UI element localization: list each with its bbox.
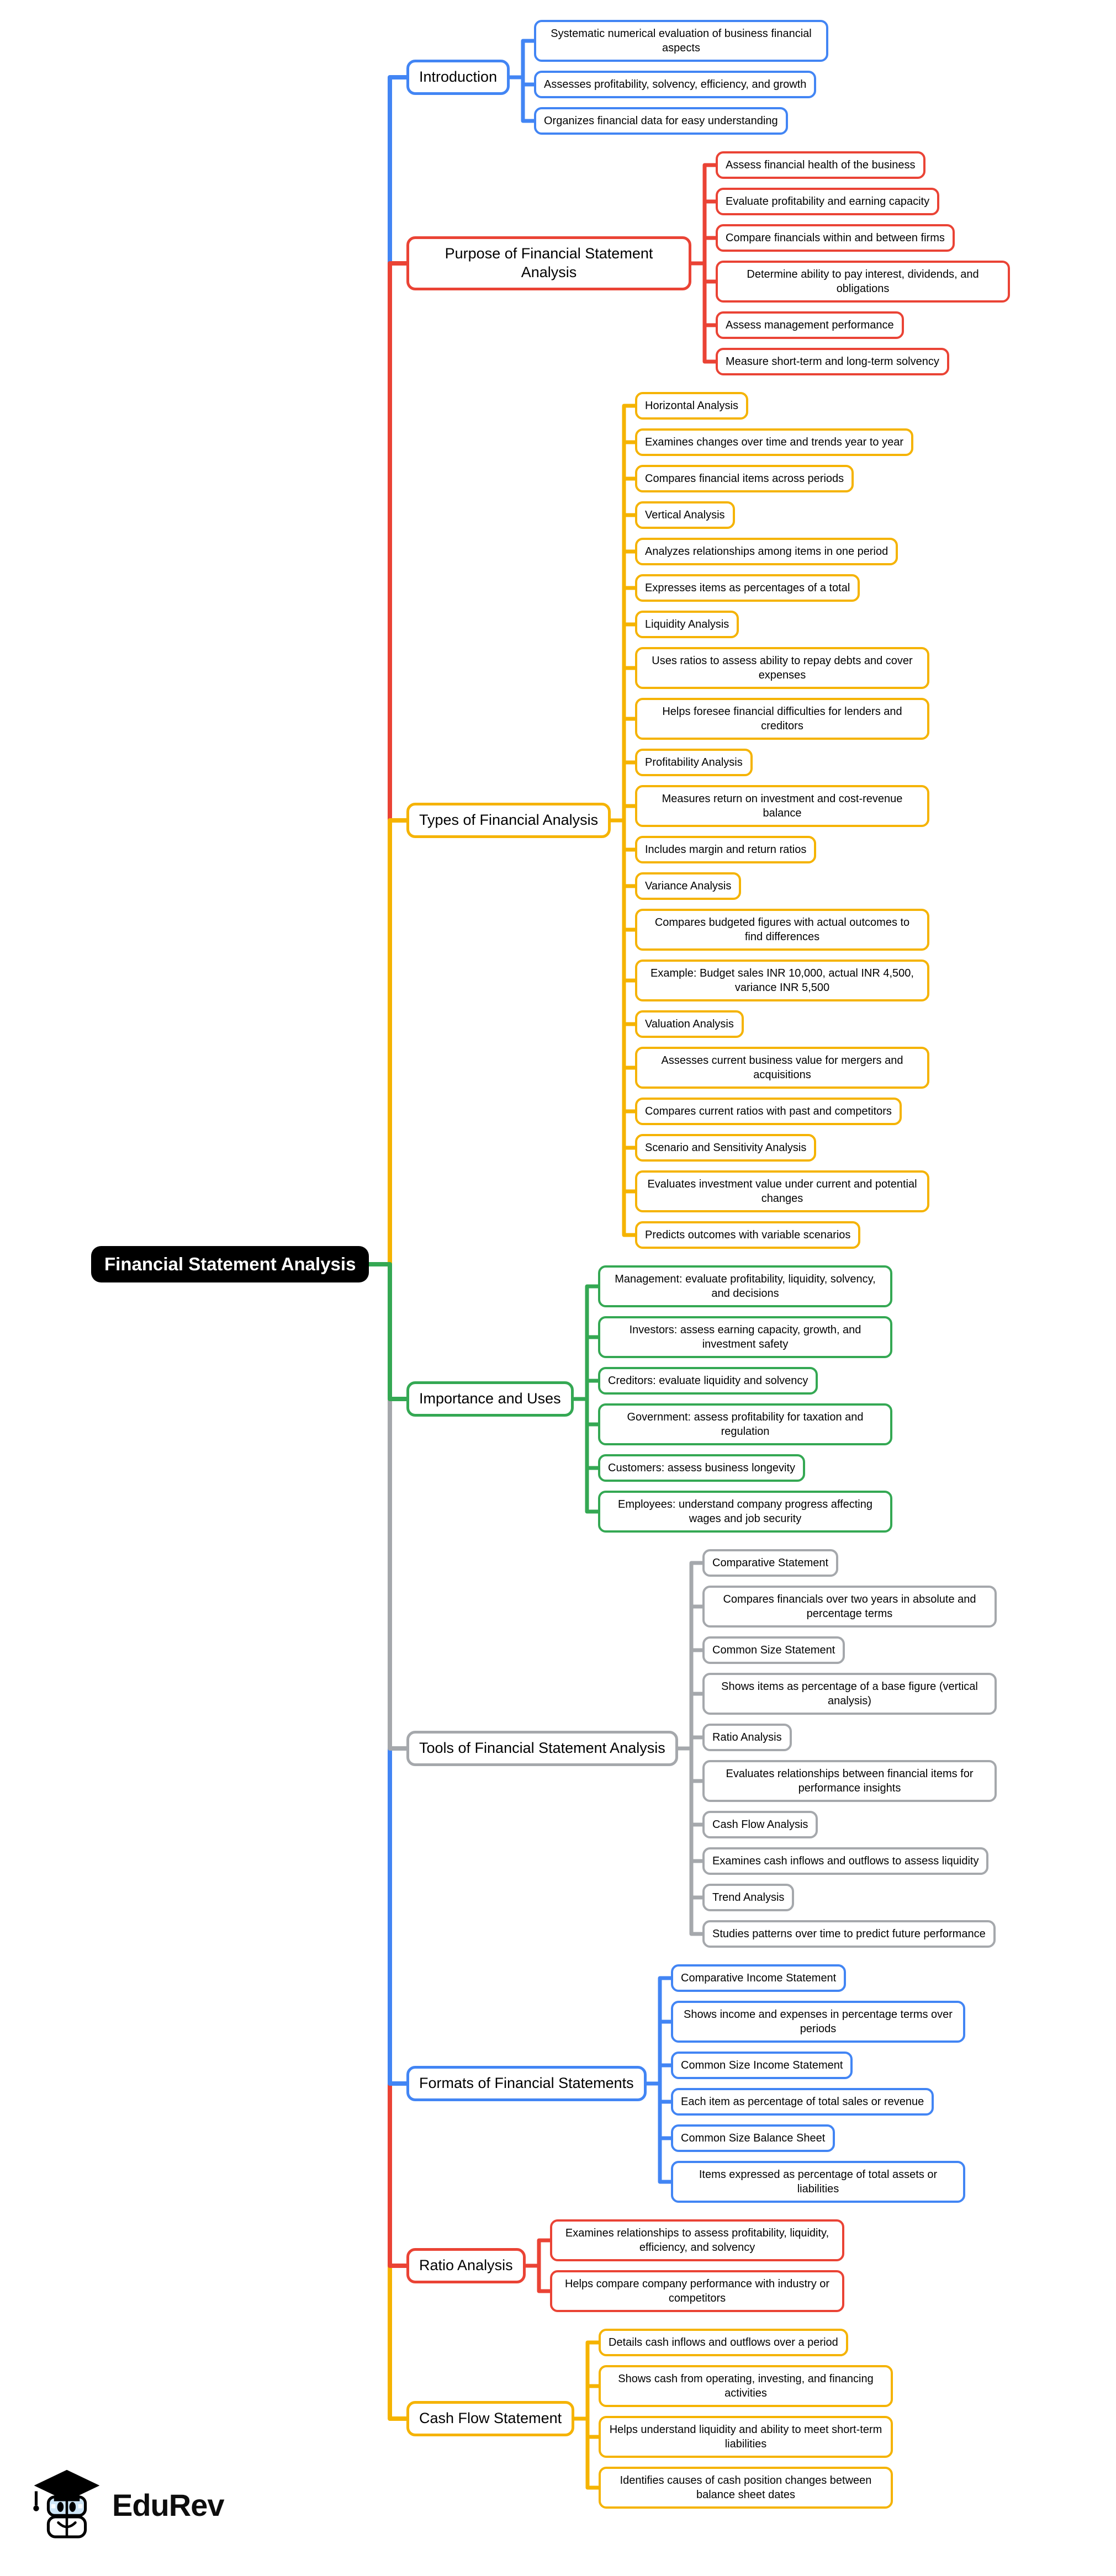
leaf-node[interactable]: Systematic numerical evaluation of business financial aspects (534, 20, 828, 62)
graduation-cap-books-icon (30, 2466, 103, 2544)
edurev-logo (30, 2466, 224, 2544)
branch-label[interactable]: Purpose of Financial Statement Analysis (406, 236, 691, 290)
leaf-node[interactable]: Assess management performance (716, 311, 904, 339)
leaf-node[interactable]: Predicts outcomes with variable scenarios (635, 1221, 860, 1249)
leaf-node[interactable]: Helps compare company performance with industry or competitors (550, 2270, 844, 2312)
leaf-node[interactable]: Assess financial health of the business (716, 151, 925, 179)
leaf-node[interactable]: Ratio Analysis (702, 1724, 792, 1751)
branch-label[interactable]: Importance and Uses (406, 1381, 574, 1417)
leaf-node[interactable]: Example: Budget sales INR 10,000, actual INR 4,500, variance INR 5,500 (635, 960, 929, 1001)
branch-label[interactable]: Ratio Analysis (406, 2248, 526, 2283)
leaf-node[interactable]: Assesses profitability, solvency, efficiency, and growth (534, 71, 816, 98)
leaf-node[interactable]: Variance Analysis (635, 872, 741, 900)
branch-label[interactable]: Types of Financial Analysis (406, 803, 611, 838)
leaf-node[interactable]: Horizontal Analysis (635, 392, 748, 420)
leaf-node[interactable]: Measures return on investment and cost-revenue balance (635, 785, 929, 827)
leaf-node[interactable]: Vertical Analysis (635, 501, 735, 529)
leaf-node[interactable]: Includes margin and return ratios (635, 836, 816, 863)
leaf-node[interactable]: Management: evaluate profitability, liquidity, solvency, and decisions (598, 1265, 892, 1307)
leaf-node[interactable]: Items expressed as percentage of total assets or liabilities (671, 2161, 965, 2203)
leaf-node[interactable]: Creditors: evaluate liquidity and solvency (598, 1367, 818, 1395)
leaf-node[interactable]: Compares financials over two years in absolute and percentage terms (702, 1586, 997, 1628)
leaf-node[interactable]: Details cash inflows and outflows over a period (599, 2329, 848, 2356)
edurev-logo-text: EduRev (112, 2487, 224, 2522)
leaf-node[interactable]: Assesses current business value for mergers and acquisitions (635, 1047, 929, 1089)
leaf-node[interactable]: Expresses items as percentages of a total (635, 574, 860, 602)
leaf-node[interactable]: Cash Flow Analysis (702, 1811, 818, 1838)
leaf-node[interactable]: Valuation Analysis (635, 1010, 744, 1038)
leaf-node[interactable]: Shows items as percentage of a base figure (vertical analysis) (702, 1673, 997, 1715)
leaf-node[interactable]: Liquidity Analysis (635, 611, 739, 638)
branch-label[interactable]: Cash Flow Statement (406, 2401, 574, 2436)
leaf-node[interactable]: Compares current ratios with past and competitors (635, 1098, 902, 1125)
leaf-node[interactable]: Common Size Balance Sheet (671, 2124, 835, 2152)
leaf-node[interactable]: Helps foresee financial difficulties for lenders and creditors (635, 698, 929, 740)
leaf-node[interactable]: Examines relationships to assess profitability, liquidity, efficiency, and solvency (550, 2219, 844, 2261)
branch-label[interactable]: Introduction (406, 60, 510, 95)
leaf-node[interactable]: Examines changes over time and trends year to year (635, 428, 913, 456)
leaf-node[interactable]: Investors: assess earning capacity, growth, and investment safety (598, 1316, 892, 1358)
leaf-node[interactable]: Common Size Income Statement (671, 2052, 853, 2079)
leaf-node[interactable]: Shows income and expenses in percentage terms over periods (671, 2001, 965, 2043)
leaf-node[interactable]: Evaluate profitability and earning capacity (716, 188, 939, 215)
leaf-node[interactable]: Studies patterns over time to predict future performance (702, 1920, 996, 1948)
leaf-node[interactable]: Comparative Income Statement (671, 1964, 846, 1992)
leaf-node[interactable]: Trend Analysis (702, 1884, 794, 1911)
leaf-node[interactable]: Identifies causes of cash position changes between balance sheet dates (599, 2467, 893, 2509)
leaf-node[interactable]: Determine ability to pay interest, dividends, and obligations (716, 261, 1010, 303)
leaf-node[interactable]: Customers: assess business longevity (598, 1454, 805, 1482)
leaf-node[interactable]: Analyzes relationships among items in one period (635, 538, 898, 565)
leaf-node[interactable]: Measure short-term and long-term solvency (716, 348, 949, 375)
leaf-node[interactable]: Evaluates investment value under current and potential changes (635, 1170, 929, 1212)
leaf-node[interactable]: Common Size Statement (702, 1636, 845, 1664)
leaf-node[interactable]: Compares financial items across periods (635, 465, 854, 492)
leaf-node[interactable]: Profitability Analysis (635, 749, 753, 776)
leaf-node[interactable]: Compares budgeted figures with actual outcomes to find differences (635, 909, 929, 951)
leaf-node[interactable]: Comparative Statement (702, 1549, 838, 1577)
leaf-node[interactable]: Compare financials within and between firms (716, 224, 955, 252)
leaf-node[interactable]: Organizes financial data for easy understanding (534, 107, 788, 135)
leaf-node[interactable]: Scenario and Sensitivity Analysis (635, 1134, 816, 1162)
leaf-node[interactable]: Shows cash from operating, investing, and financing activities (599, 2365, 893, 2407)
leaf-node[interactable]: Uses ratios to assess ability to repay debts and cover expenses (635, 647, 929, 689)
leaf-node[interactable]: Helps understand liquidity and ability to meet short-term liabilities (599, 2416, 893, 2458)
leaf-node[interactable]: Government: assess profitability for taxation and regulation (598, 1403, 892, 1445)
root-node[interactable]: Financial Statement Analysis (91, 1246, 369, 1282)
branch-label[interactable]: Tools of Financial Statement Analysis (406, 1731, 678, 1766)
leaf-node[interactable]: Employees: understand company progress affecting wages and job security (598, 1491, 892, 1533)
leaf-node[interactable]: Each item as percentage of total sales or revenue (671, 2088, 934, 2116)
branch-label[interactable]: Formats of Financial Statements (406, 2066, 647, 2101)
leaf-node[interactable]: Examines cash inflows and outflows to assess liquidity (702, 1847, 988, 1875)
leaf-node[interactable]: Evaluates relationships between financial items for performance insights (702, 1760, 997, 1802)
